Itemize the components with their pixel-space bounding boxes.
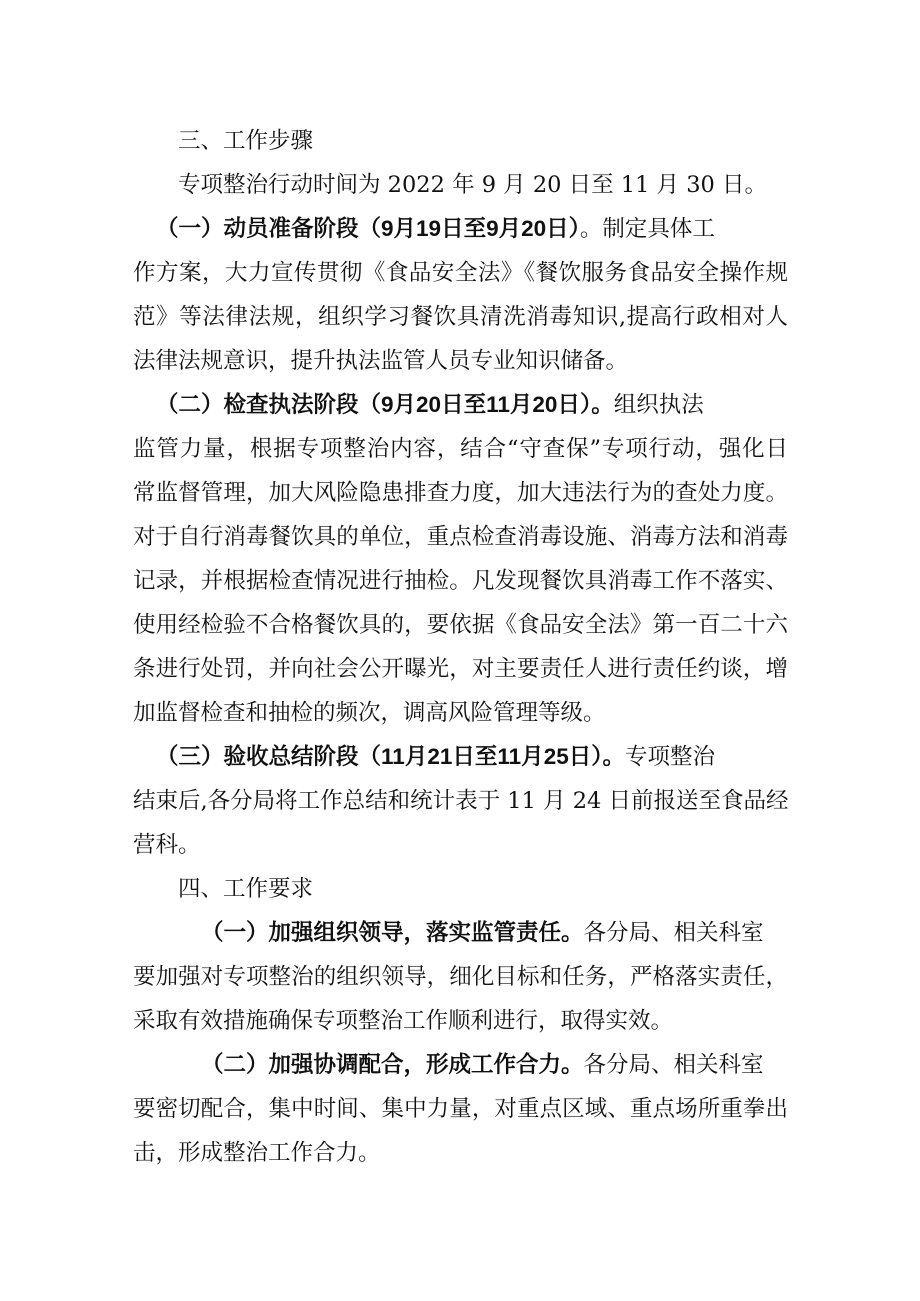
- req2-line: 击，形成整治工作合力。: [133, 1140, 381, 1166]
- phase2-line: 条进行处罚，并向社会公开曝光，对主要责任人进行责任约谈，增: [133, 656, 788, 682]
- req2-title: （二）加强协调配合，形成工作合力。: [201, 1052, 584, 1078]
- req1-line: 采取有效措施确保专项整治工作顺利进行，取得实效。: [133, 1008, 674, 1034]
- phase2-line: 加监督检查和抽检的频次，调高风险管理等级。: [133, 700, 606, 726]
- section-heading-steps: 三、工作步骤: [178, 128, 314, 154]
- req1-first-line: （一）加强组织领导，落实监管责任。各分局、相关科室: [201, 920, 764, 946]
- phase2-line: 常监督管理，加大风险隐患排查力度，加大违法行为的查处力度。: [133, 480, 788, 506]
- phase1-first-line: （一）动员准备阶段（9月19日至9月20日）。制定具体工: [156, 216, 715, 242]
- phase2-first-line: （二）检查执法阶段（9月20日至11月20日）。组织执法: [156, 392, 704, 418]
- req2-first-line: （二）加强协调配合，形成工作合力。各分局、相关科室: [201, 1052, 764, 1078]
- phase3-line: 结束后,各分局将工作总结和统计表于 11 月 24 日前报送至食品经: [133, 788, 789, 814]
- req1-line: 要加强对专项整治的组织领导，细化目标和任务，严格落实责任，: [133, 964, 788, 990]
- phase2-line: 使用经检验不合格餐饮具的，要依据《食品安全法》第一百二十六: [133, 612, 788, 638]
- req1-title: （一）加强组织领导，落实监管责任。: [201, 920, 584, 946]
- phase2-line: 记录，并根据检查情况进行抽检。凡发现餐饮具消毒工作不落实、: [133, 568, 788, 594]
- phase1-title: （一）动员准备阶段（9月19日至9月20日）: [156, 216, 580, 242]
- phase2-title: （二）检查执法阶段（9月20日至11月20日）。: [156, 392, 614, 418]
- phase3-line: 营科。: [133, 832, 201, 858]
- req2-line: 要密切配合，集中时间、集中力量，对重点区域、重点场所重拳出: [133, 1096, 788, 1122]
- phase3-title: （三）验收总结阶段（11月21日至11月25日）。: [156, 744, 625, 770]
- phase1-line: 作方案，大力宣传贯彻《食品安全法》《餐饮服务食品安全操作规: [133, 260, 788, 286]
- intro-paragraph: 专项整治行动时间为 2022 年 9 月 20 日至 11 月 30 日。: [178, 172, 767, 198]
- section-heading-requirements: 四、工作要求: [178, 876, 314, 902]
- phase2-line: 对于自行消毒餐饮具的单位，重点检查消毒设施、消毒方法和消毒: [133, 524, 788, 550]
- phase1-line: 法律法规意识，提升执法监管人员专业知识储备。: [133, 348, 629, 374]
- phase2-line: 监管力量，根据专项整治内容，结合“守查保”专项行动，强化日: [133, 436, 788, 462]
- phase1-line: 范》等法律法规，组织学习餐饮具清洗消毒知识,提高行政相对人: [133, 304, 788, 330]
- phase3-first-line: （三）验收总结阶段（11月21日至11月25日）。专项整治: [156, 744, 715, 770]
